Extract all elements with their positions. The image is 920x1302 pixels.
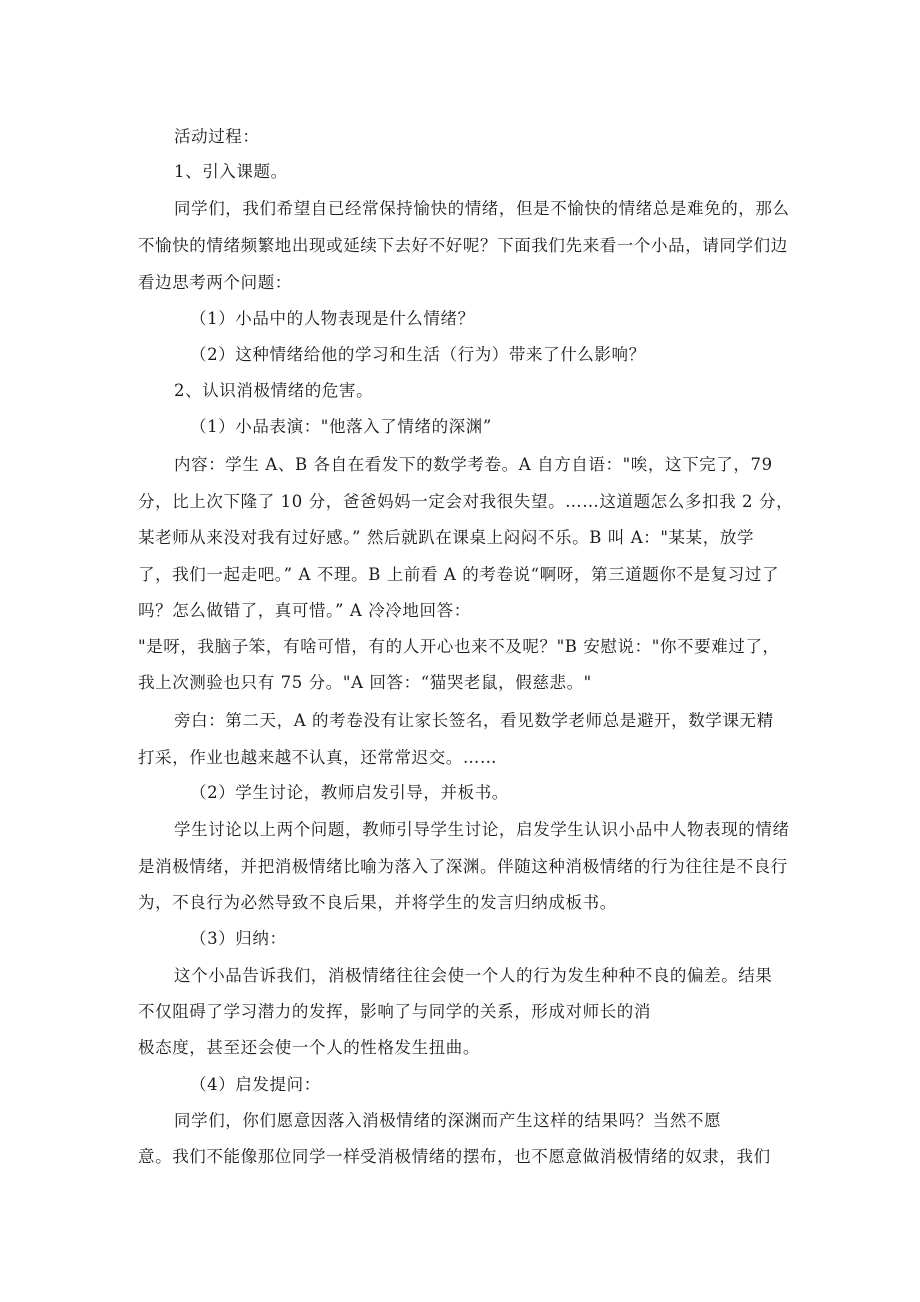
- paragraph-line: 为，不良行为必然导致不良后果，并将学生的发言归纳成板书。: [138, 893, 617, 912]
- paragraph-line: 意。我们不能像那位同学一样受消极情绪的摆布，也不愿意做消极情绪的奴隶，我们: [138, 1147, 771, 1166]
- paragraph-line: "是呀，我脑子笨，有啥可惜，有的人开心也来不及呢？"B 安慰说："你不要难过了，: [138, 637, 780, 656]
- paragraph-line: 不愉快的情绪频繁地出现或延续下去好不好呢？下面我们先来看一个小品，请同学们边: [138, 236, 788, 255]
- paragraph-line: 极态度，甚至还会使一个人的性格发生扭曲。: [138, 1038, 480, 1057]
- paragraph-line: 打采，作业也越来越不认真，还常常迟交。……: [138, 748, 498, 767]
- paragraph-line: 旁白：第二天，A 的考卷没有让家长签名，看见数学老师总是避开，数学课无精: [174, 711, 774, 730]
- section-heading: 活动过程：: [174, 127, 260, 146]
- paragraph-line: 同学们，我们希望自已经常保持愉快的情绪，但是不愉快的情绪总是难免的，那么: [174, 199, 790, 218]
- paragraph-line: 是消极情绪，并把消极情绪比喻为落入了深渊。伴随这种消极情绪的行为往往是不良行: [138, 857, 788, 876]
- paragraph-line: 吗？怎么做错了，真可惜。” A 冷冷地回答：: [138, 601, 471, 620]
- sub-heading: （2）学生讨论，教师启发引导，并板书。: [190, 783, 509, 802]
- step-heading: 1、引入课题。: [174, 162, 288, 181]
- question-item: （1）小品中的人物表现是什么情绪？: [190, 309, 475, 328]
- paragraph-line: 内容：学生 A、B 各自在看发下的数学考卷。A 自方自语："唉，这下完了，79: [174, 455, 773, 474]
- paragraph-line: 了，我们一起走吧。” A 不理。B 上前看 A 的考卷说“啊呀，第三道题你不是复习过了: [138, 565, 780, 584]
- paragraph-line: 不仅阻碍了学习潜力的发挥，影响了与同学的关系，形成对师长的消: [138, 1002, 651, 1021]
- paragraph-line: 我上次测验也只有 75 分。"A 回答：“猫哭老鼠，假慈悲。": [138, 673, 592, 692]
- paragraph-line: 学生讨论以上两个问题，教师引导学生讨论，启发学生认识小品中人物表现的情绪: [174, 820, 790, 839]
- question-item: （2）这种情绪给他的学习和生活（行为）带来了什么影响？: [190, 345, 646, 364]
- sub-heading: （3）归纳：: [190, 929, 287, 948]
- paragraph-line: 看边思考两个问题：: [138, 273, 292, 292]
- paragraph-line: 这个小品告诉我们，消极情绪往往会使一个人的行为发生种种不良的偏差。结果: [174, 966, 773, 985]
- paragraph-line: 同学们，你们愿意因落入消极情绪的深渊而产生这样的结果吗？当然不愿: [174, 1111, 722, 1130]
- paragraph-line: 某老师从来没对我有过好感。” 然后就趴在课桌上闷闷不乐。B 叫 A："某某，放学: [138, 528, 755, 547]
- sub-heading: （1）小品表演："他落入了情绪的深渊”: [190, 417, 492, 436]
- step-heading: 2、认识消极情绪的危害。: [174, 381, 374, 400]
- sub-heading: （4）启发提问：: [190, 1075, 321, 1094]
- paragraph-line: 分，比上次下隆了 10 分，爸爸妈妈一定会对我很失望。……这道题怎么多扣我 2 分，: [138, 492, 794, 511]
